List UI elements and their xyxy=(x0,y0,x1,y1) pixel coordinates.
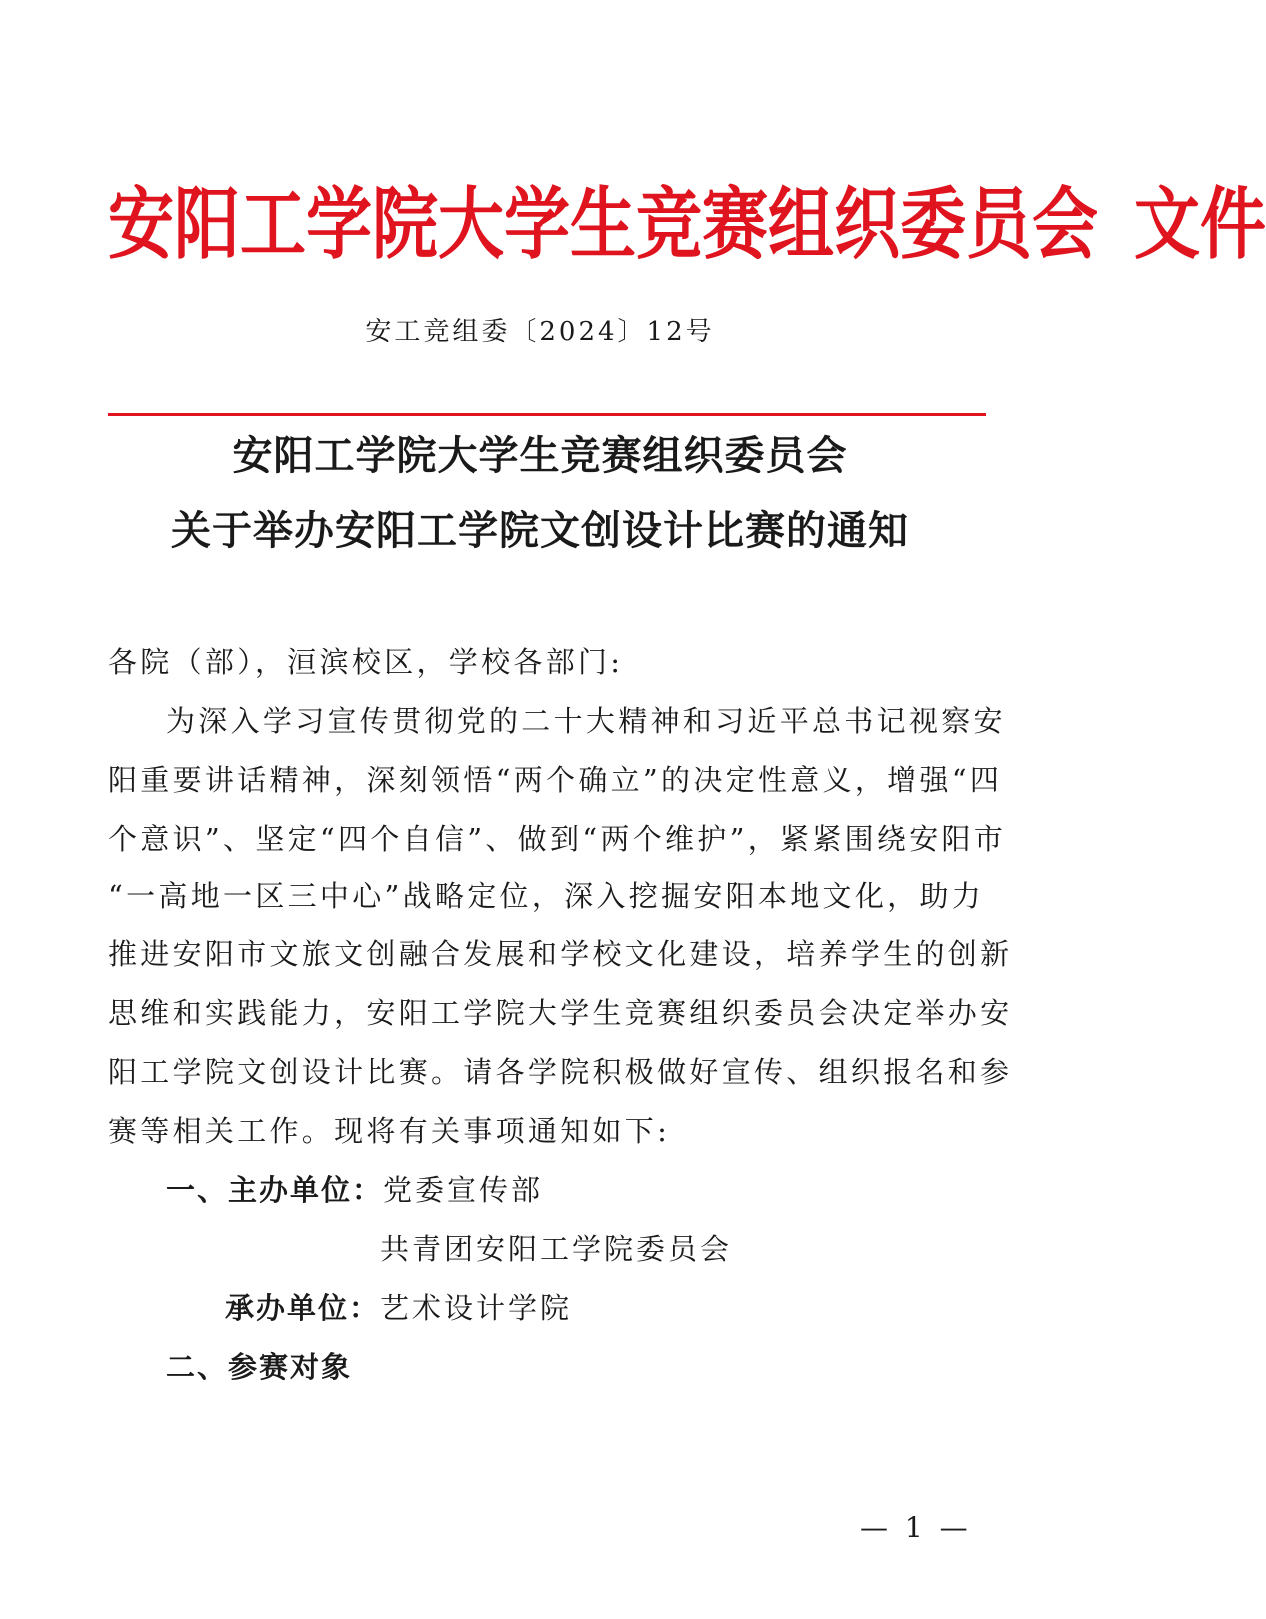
organizer-value-2-row xyxy=(380,1227,732,1271)
header-doc-type: 文件 xyxy=(1134,178,1266,270)
participants-label: 二、参赛对象 xyxy=(166,1350,353,1384)
organizer-value-2: 共青团安阳工学院委员会 xyxy=(380,1232,733,1266)
header-organization: 安阳工学院大学生竞赛组织委员会 xyxy=(108,178,1098,270)
red-divider-line xyxy=(108,413,986,416)
paragraph-line: 阳工学院文创设计比赛。请各学院积极做好宣传、组织报名和参 xyxy=(108,1055,1013,1089)
paragraph-line: “一高地一区三中心”战略定位，深入挖掘安阳本地文化，助力 xyxy=(108,879,985,913)
page-number: — 1 — xyxy=(860,1511,972,1544)
section-organizer xyxy=(166,1168,543,1212)
document-title-line-1: 安阳工学院大学生竞赛组织委员会 xyxy=(232,432,848,479)
salutation: 各院（部），洹滨校区，学校各部门: xyxy=(108,645,624,679)
paragraph-line: 阳重要讲话精神，深刻领悟“两个确立”的决定性意义，增强“四 xyxy=(108,763,1003,797)
section-participants xyxy=(166,1345,352,1389)
document-title-line-2: 关于举办安阳工学院文创设计比赛的通知 xyxy=(171,507,909,554)
document-number: 安工竞组委〔2024〕12号 xyxy=(365,317,715,347)
section-undertaker xyxy=(225,1286,572,1330)
paragraph-line: 个意识”、坚定“四个自信”、做到“两个维护”，紧紧围绕安阳市 xyxy=(108,822,1007,856)
undertaker-value: 艺术设计学院 xyxy=(380,1291,573,1325)
document-header xyxy=(108,172,1266,278)
paragraph-line: 思维和实践能力，安阳工学院大学生竞赛组织委员会决定举办安 xyxy=(108,996,1013,1030)
paragraph-line: 推进安阳市文旅文创融合发展和学校文化建设，培养学生的创新 xyxy=(108,937,1013,971)
organizer-value-1: 党委宣传部 xyxy=(383,1173,544,1207)
paragraph-line: 赛等相关工作。现将有关事项通知如下: xyxy=(108,1114,671,1148)
paragraph-line: 为深入学习宣传贯彻党的二十大精神和习近平总书记视察安 xyxy=(166,704,1006,738)
undertaker-label: 承办单位： xyxy=(225,1291,381,1325)
organizer-label: 一、主办单位： xyxy=(166,1173,384,1207)
